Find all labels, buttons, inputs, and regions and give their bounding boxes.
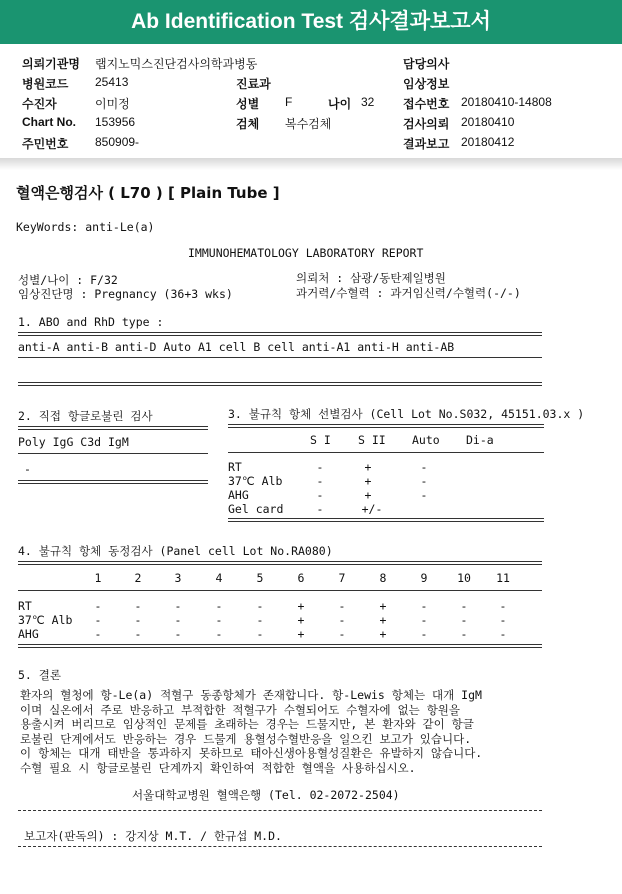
age-label: 나이 [328,97,352,111]
screening-cell: +/- [361,502,383,516]
panel-cell: - [338,599,346,613]
hospital-code-label: 병원코드 [22,77,69,91]
panel-col: 1 [94,571,102,585]
dat-header: Poly IgG C3d IgM [18,435,129,449]
conclusion-line: 환자의 혈청에 항-Le(a) 적혈구 동종항체가 존재합니다. 항-Lewis 항체는 대개 IgM [20,688,482,702]
panel-cell: - [256,599,264,613]
screening-row-label: 37℃ Alb [228,474,283,488]
panel-cell: + [379,627,387,641]
panel-cell: - [460,599,468,613]
screening-row-label: AHG [228,488,249,502]
referral-line: 의뢰처 : 삼광/동탄제일병원 [296,271,446,285]
section-divider [0,158,622,170]
ordering-institution-label: 의뢰기관명 [22,57,80,71]
conclusion-title: 5. 결론 [18,668,61,682]
panel-title: 4. 불규칙 항체 동정검사 (Panel cell Lot No.RA080) [18,544,333,558]
lab-report-heading: IMMUNOHEMATOLOGY LABORATORY REPORT [188,246,424,260]
table-rule [18,382,542,386]
table-rule [228,518,544,522]
table-rule [18,846,542,847]
screening-cell: + [364,460,372,474]
screening-cell: - [316,488,324,502]
scanned-report [0,170,622,894]
specimen-value: 복수검체 [285,117,332,131]
table-rule [18,561,542,565]
specimen-label: 검체 [236,117,260,131]
request-date-value: 20180410 [461,115,515,129]
screening-cell: + [364,474,372,488]
screening-row-label: Gel card [228,502,284,516]
panel-cell: - [94,627,102,641]
panel-cell: - [134,613,142,627]
panel-cell: - [420,613,428,627]
panel-cell: + [297,627,305,641]
panel-cell: - [215,599,223,613]
panel-cell: - [338,627,346,641]
panel-cell: + [379,613,387,627]
panel-row-label: 37℃ Alb [18,613,73,627]
panel-row-label: AHG [18,627,39,641]
hospital-contact: 서울대학교병원 혈액은행 (Tel. 02-2072-2504) [132,788,400,802]
panel-col: 5 [256,571,264,585]
patient-name-value: 이미정 [95,97,130,111]
panel-cell: - [499,613,507,627]
department-label: 진료과 [236,77,271,91]
conclusion-line: 이 항체는 대개 태반을 통과하지 못하므로 태아신생아용혈성질환은 유발하지 않습니다. [20,746,483,760]
screening-col-si: S I [310,433,331,447]
abo-rhd-title: 1. ABO and RhD type : [18,315,164,329]
screening-cell: - [316,474,324,488]
screening-cell: + [364,488,372,502]
report-title: 혈액은행검사 ( L70 ) [ Plain Tube ] [16,184,280,202]
conclusion-line: 로불린 단계에서도 반응하는 경우 드물게 용혈성수혈반응을 일으킨 보고가 있습니다. [20,731,472,746]
table-rule [18,453,208,454]
patient-name-label: 수진자 [22,97,57,111]
report-date-value: 20180412 [461,135,515,149]
panel-col: 10 [457,571,471,585]
table-rule [18,426,208,430]
panel-cell: - [420,599,428,613]
sex-label: 성별 [236,97,260,111]
report-banner: Ab Identification Test 검사결과보고서 [0,0,622,44]
screening-col-dia: Di-a [466,433,494,447]
panel-col: 7 [338,571,346,585]
table-rule [18,332,542,336]
physician-label: 담당의사 [403,57,450,71]
panel-cell: - [499,599,507,613]
report-date-label: 결과보고 [403,137,450,151]
clinical-info-label: 임상정보 [403,77,450,91]
reporter-line: 보고자(판독의) : 강지상 M.T. / 한규섭 M.D. [24,829,282,843]
panel-row-label: RT [18,599,32,613]
dat-title: 2. 직접 항글로불린 검사 [18,409,153,423]
keywords: KeyWords: anti-Le(a) [16,220,155,234]
table-rule [18,810,542,811]
conclusion-line: 수혈 필요 시 항글로불린 단계까지 확인하여 적합한 혈액을 사용하십시오. [20,760,416,775]
resident-no-label: 주민번호 [22,137,69,151]
panel-cell: - [256,613,264,627]
table-rule [18,590,542,591]
panel-cell: - [134,599,142,613]
table-rule [18,480,208,484]
screening-row-label: RT [228,460,242,474]
panel-col: 2 [134,571,142,585]
panel-cell: - [134,627,142,641]
conclusion-line: 용출시켜 버리므로 임상적인 문제를 초래하는 경우는 드물지만, 본 환자와 같이 항글 [20,717,474,731]
panel-cell: - [174,599,182,613]
panel-col: 4 [215,571,223,585]
panel-cell: - [338,613,346,627]
panel-cell: - [256,627,264,641]
panel-cell: + [297,599,305,613]
request-date-label: 검사의뢰 [403,117,450,131]
screening-cell: - [420,488,428,502]
sex-age-line: 성별/나이 : F/32 [18,273,118,287]
chart-no-label: Chart No. [22,115,76,129]
panel-cell: - [460,613,468,627]
panel-cell: - [94,613,102,627]
panel-cell: + [297,613,305,627]
history-line: 과거력/수혈력 : 과거임신력/수혈력(-/-) [296,286,521,300]
abo-rhd-header: anti-A anti-B anti-D Auto A1 cell B cell anti-A1 anti-H anti-AB [18,340,455,354]
panel-cell: - [94,599,102,613]
screening-title: 3. 불규칙 항체 선별검사 (Cell Lot No.S032, 45151.03.x ) [228,407,585,421]
panel-cell: - [420,627,428,641]
panel-cell: - [215,627,223,641]
panel-col: 8 [379,571,387,585]
ordering-institution-value: 랩지노믹스진단검사의학과병동 [95,57,258,71]
age-value: 32 [361,95,375,109]
panel-cell: + [379,599,387,613]
table-rule [228,424,544,428]
screening-cell: - [316,502,324,516]
panel-cell: - [215,613,223,627]
table-rule [18,644,542,648]
screening-cell: - [316,460,324,474]
hospital-code-value: 25413 [95,75,129,89]
screening-cell: - [420,474,428,488]
chart-no-value: 153956 [95,115,136,129]
diagnosis-line: 임상진단명 : Pregnancy (36+3 wks) [18,287,233,301]
conclusion-paragraph [20,688,600,775]
accession-value: 20180410-14808 [461,95,552,109]
table-rule [18,357,542,358]
panel-col: 3 [174,571,182,585]
screening-cell: - [420,460,428,474]
conclusion-line: 이며 실온에서 주로 반응하고 부적합한 적혈구가 수혈되어도 수혈자에 없는 항원을 [20,702,461,717]
screening-col-sii: S II [358,433,386,447]
panel-col: 6 [297,571,305,585]
dat-value: - [24,462,31,476]
panel-cell: - [174,613,182,627]
table-rule [228,452,544,453]
patient-info-table [0,48,622,156]
accession-label: 접수번호 [403,97,450,111]
panel-cell: - [460,627,468,641]
panel-col: 9 [420,571,428,585]
panel-col: 11 [496,571,510,585]
panel-cell: - [174,627,182,641]
resident-no-value: 850909- [95,135,140,149]
screening-col-auto: Auto [412,433,440,447]
sex-value: F [285,95,293,109]
panel-cell: - [499,627,507,641]
